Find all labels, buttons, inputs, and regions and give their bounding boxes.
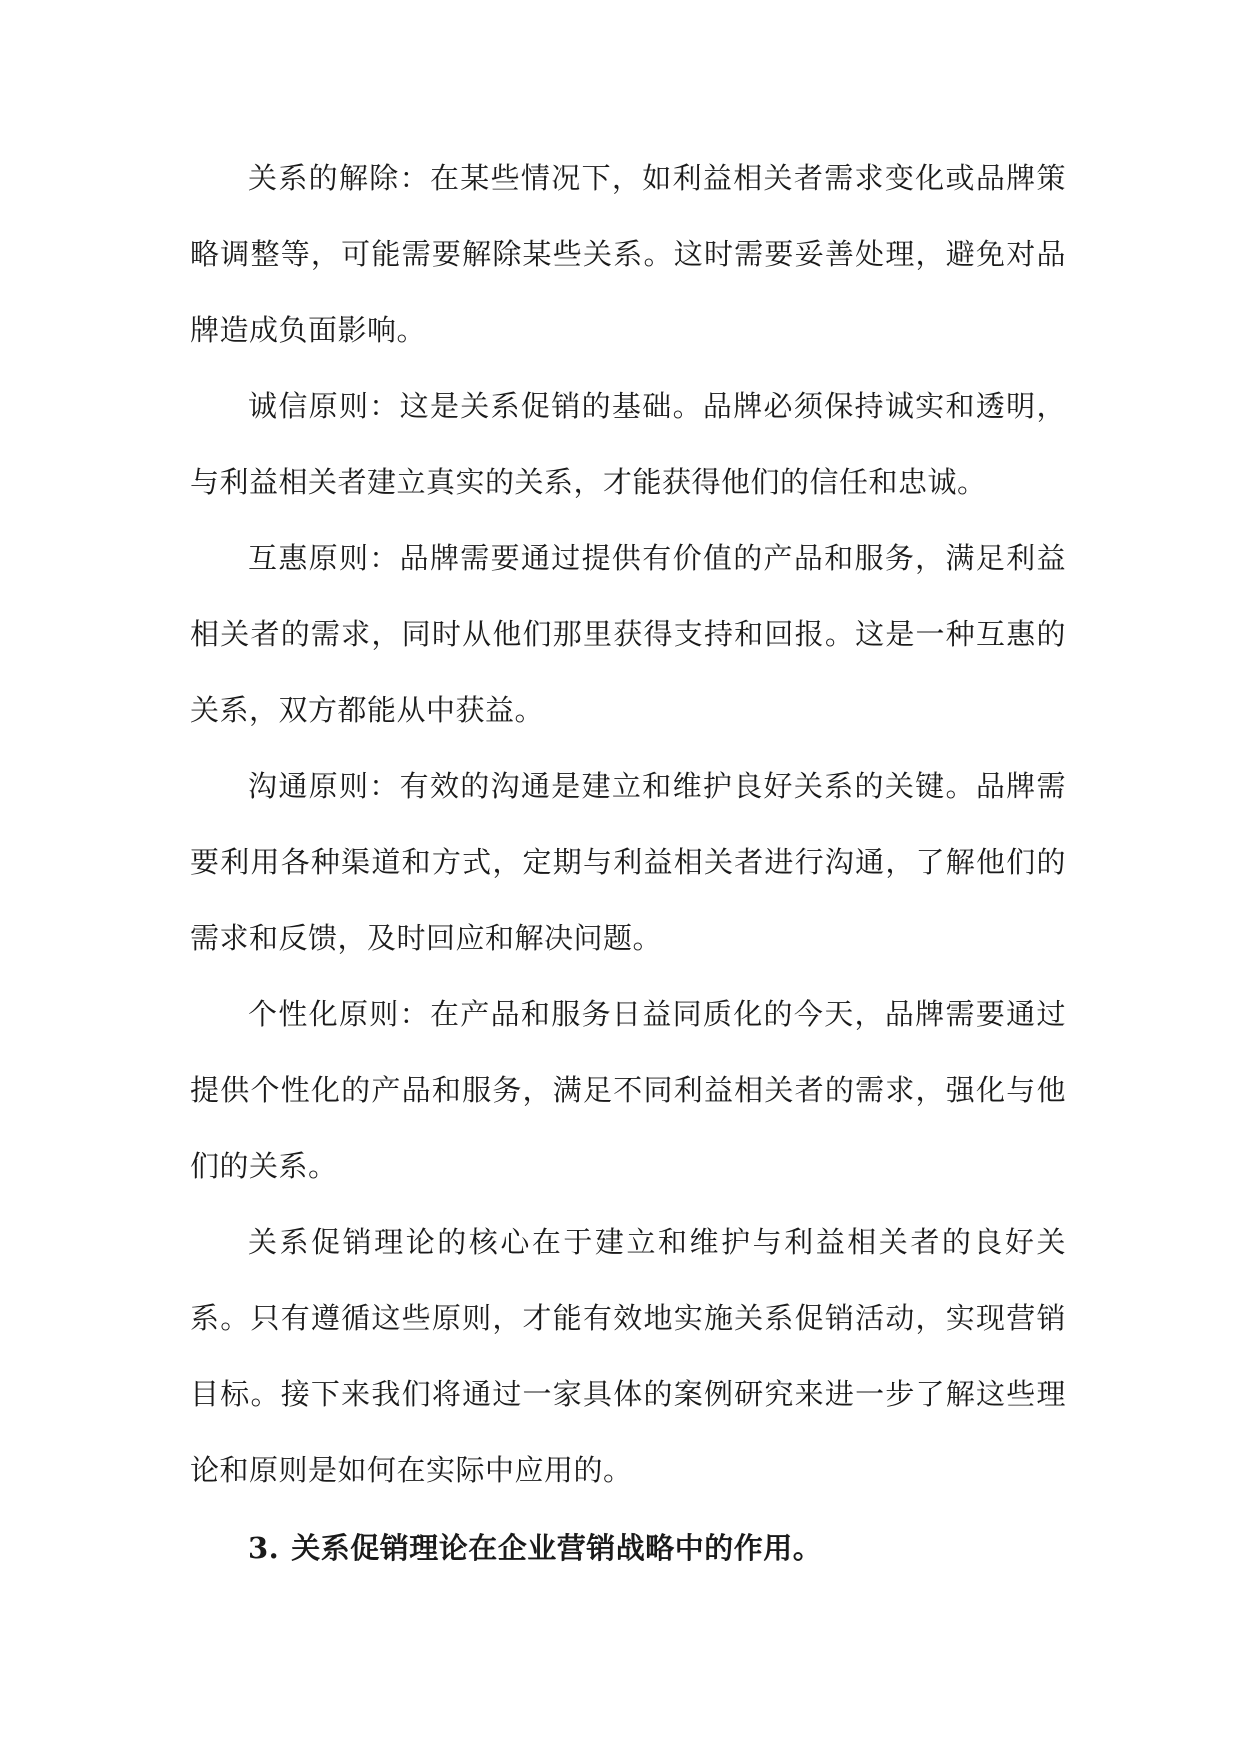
paragraph-reciprocity-principle: 互惠原则：品牌需要通过提供有价值的产品和服务，满足利益相关者的需求，同时从他们那里获得支持和回报。这是一种互惠的关系，双方都能从中获益。	[190, 541, 1066, 727]
section-title: 关系促销理论在企业营销战略中的作用。	[291, 1531, 823, 1565]
paragraph-personalization-principle: 个性化原则：在产品和服务日益同质化的今天，品牌需要通过提供个性化的产品和服务，满足不同利益相关者的需求，强化与他们的关系。	[190, 997, 1066, 1183]
section-heading	[248, 1528, 822, 1568]
section-number: 3.	[248, 1531, 280, 1565]
paragraph-core-summary: 关系促销理论的核心在于建立和维护与利益相关者的良好关系。只有遵循这些原则，才能有效地实施关系促销活动，实现营销目标。接下来我们将通过一家具体的案例研究来进一步了解这些理论和原则是如何在实际中应用的。	[190, 1225, 1066, 1487]
document-body	[190, 140, 1066, 1508]
paragraph-communication-principle: 沟通原则：有效的沟通是建立和维护良好关系的关键。品牌需要利用各种渠道和方式，定期与利益相关者进行沟通，了解他们的需求和反馈，及时回应和解决问题。	[190, 769, 1066, 955]
paragraph-relationship-termination: 关系的解除：在某些情况下，如利益相关者需求变化或品牌策略调整等，可能需要解除某些关系。这时需要妥善处理，避免对品牌造成负面影响。	[190, 161, 1066, 347]
paragraph-integrity-principle: 诚信原则：这是关系促销的基础。品牌必须保持诚实和透明，与利益相关者建立真实的关系，才能获得他们的信任和忠诚。	[190, 389, 1066, 499]
